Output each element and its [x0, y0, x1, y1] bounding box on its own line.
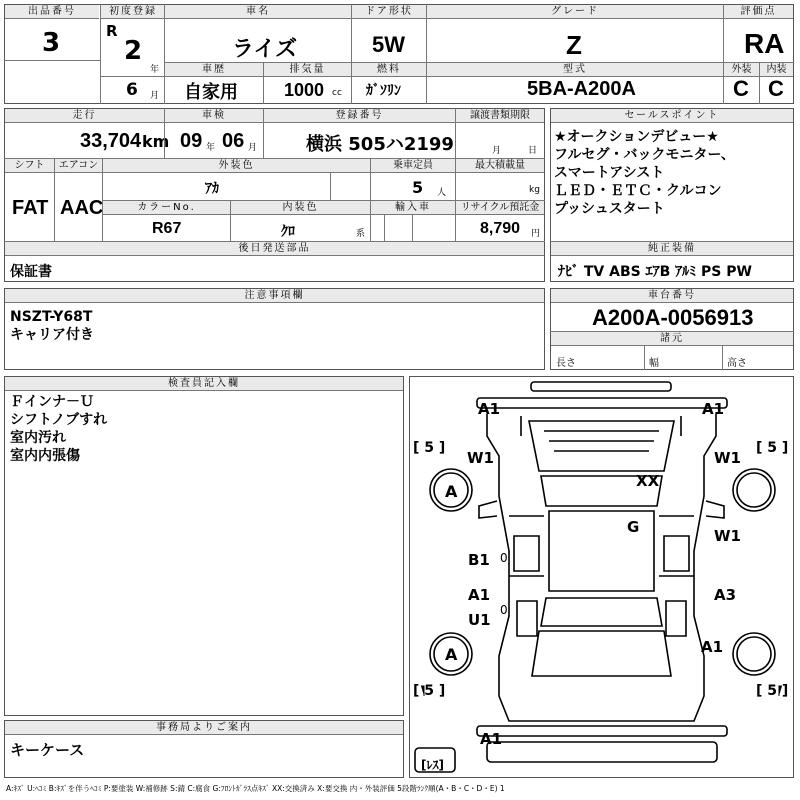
zero-mark: 0 — [500, 603, 508, 617]
recycle-label: リサイクル預託金 — [456, 201, 544, 215]
later-parts: 保証書 — [10, 264, 52, 280]
notes-label: 注意事項欄 — [5, 289, 544, 303]
inspection-year: 09 — [180, 130, 203, 152]
bracket-tl: [ 5 ] — [413, 440, 446, 456]
legend: A:ｷｽﾞ U:ﾍｺﾐ B:ｷｽﾞを伴うﾍｺﾐ P:要塗装 W:補修跡 S:錆 C:腐食 G:ﾌﾛﾝﾄｶﾞﾗｽ点ｷｽﾞ XX:交換済み X:要交換 内・外装評価 5段階ﾗﾝｸ順(A・B・C・D・E) 1 — [6, 784, 505, 793]
notes-list — [10, 308, 94, 344]
damage-a1-front-left: A1 — [478, 400, 501, 418]
equipment: ﾅﾋﾞ TV ABS ｴｱB ｱﾙﾐ PS PW — [558, 264, 752, 280]
exterior-label: 外装 — [724, 63, 759, 77]
car-diagram — [409, 376, 794, 778]
displacement-label: 排気量 — [264, 63, 351, 77]
recycle-unit: 円 — [531, 229, 541, 239]
selling-points-label: セールスポイント — [551, 109, 793, 123]
tire-fl-mark: A — [445, 482, 458, 501]
damage-a1-front-right: A1 — [702, 400, 725, 418]
selling-point: フルセグ・バックモニター、 — [554, 147, 735, 163]
chassis-number: A200A-0056913 — [592, 305, 754, 330]
damage-a3: A3 — [714, 586, 737, 604]
grade: Z — [566, 30, 582, 60]
model: 5BA-A200A — [527, 78, 636, 100]
history: 自家用 — [184, 82, 238, 103]
ac: AAC — [60, 197, 104, 219]
spec-width: 幅 — [649, 358, 659, 369]
spec-label: 諸元 — [551, 332, 793, 346]
interior-score: C — [768, 76, 784, 101]
lot-label: 出品番号 — [5, 5, 99, 19]
car-name-label: 車名 — [165, 5, 351, 19]
bracket-br: [ 5 ] — [756, 683, 789, 699]
intcolor: ｸﾛ — [281, 224, 295, 240]
capacity: 5 — [412, 178, 424, 197]
inspector-line: シフトノブすれ — [10, 412, 108, 428]
damage-xx: XX — [636, 472, 660, 490]
load-label: 最大積載量 — [456, 159, 544, 173]
door-label: ドア形状 — [352, 5, 426, 19]
ac-label: エアコン — [55, 159, 102, 173]
month-unit: 月 — [150, 91, 160, 101]
colorno-label: カラーNo. — [103, 201, 230, 215]
selling-point: プッシュスタート — [554, 201, 665, 217]
intcolor-label: 内装色 — [231, 201, 370, 215]
lot-number: 3 — [42, 28, 61, 58]
insp-year-unit: 年 — [206, 143, 216, 153]
car-name: ライズ — [232, 37, 298, 62]
transfer-label: 譲渡書類期限 — [456, 109, 544, 123]
inspector-line: 室内内張傷 — [10, 448, 80, 464]
selling-point: ★オークションデビュー★ — [554, 129, 719, 145]
year-unit: 年 — [150, 65, 160, 75]
transfer-month: 月 — [492, 146, 502, 156]
spare-tire-label: [ﾚｽ] — [421, 758, 444, 772]
import-label: 輸入車 — [371, 201, 455, 215]
era: R — [106, 22, 118, 40]
damage-w1-fr: W1 — [714, 449, 741, 467]
office-label: 事務局よりご案内 — [5, 721, 403, 735]
bracket-tr: [ 5 ] — [756, 440, 789, 456]
bracket-bl: [ 5 ] — [413, 683, 446, 699]
load-unit: kg — [529, 185, 540, 195]
grade-label: グレード — [427, 5, 723, 19]
damage-a1-left: A1 — [468, 586, 491, 604]
displacement-unit: cc — [332, 88, 342, 98]
damage-u1: U1 — [468, 611, 491, 629]
selling-points-list — [554, 128, 735, 218]
damage-b1: B1 — [468, 551, 490, 569]
history-label: 車歴 — [165, 63, 263, 77]
equipment-label: 純正装備 — [551, 242, 793, 256]
capacity-unit: 人 — [437, 188, 447, 198]
recycle: 8,790 — [480, 220, 521, 237]
damage-w1-rear: W1 — [714, 527, 741, 545]
plate: 横浜 505ハ2199 — [306, 134, 454, 155]
damage-a1-rear: A1 — [480, 730, 503, 748]
interior-label: 内装 — [760, 63, 793, 77]
color: ｱｶ — [205, 181, 219, 197]
selling-point: ＬＥＤ・ＥＴＣ・クルコン — [554, 183, 722, 199]
model-label: 型式 — [427, 63, 723, 77]
intcolor-unit: 系 — [356, 229, 366, 239]
inspector-notes — [10, 393, 107, 465]
colorno: R67 — [152, 220, 182, 237]
mileage-unit: km — [142, 132, 170, 151]
inspector-label: 検査員記入欄 — [5, 377, 403, 391]
plate-label: 登録番号 — [264, 109, 455, 123]
damage-w1-fl: W1 — [467, 449, 494, 467]
reg-year: 2 — [124, 36, 143, 66]
inspector-line: Ｆインナ－Ｕ — [10, 394, 94, 410]
shift: FAT — [12, 197, 49, 219]
later-parts-label: 後日発送部品 — [5, 242, 544, 256]
reg-month: 6 — [126, 80, 138, 100]
displacement: 1000 — [284, 80, 325, 100]
zero-mark: 0 — [500, 551, 508, 565]
mileage-label: 走行 — [5, 109, 164, 123]
score: RA — [744, 28, 785, 59]
score-label: 評価点 — [724, 5, 793, 19]
inspection-label: 車検 — [165, 109, 263, 123]
shift-label: シフト — [5, 159, 54, 173]
spec-length: 長さ — [556, 358, 576, 369]
mileage: 33,704 — [80, 130, 142, 152]
door-type: 5W — [372, 32, 405, 57]
note-line: NSZT-Y68T — [10, 309, 93, 325]
registration-label: 初度登録 — [101, 5, 165, 19]
color-label: 外装色 — [103, 159, 370, 173]
chassis-label: 車台番号 — [551, 289, 793, 303]
damage-g: G — [627, 518, 640, 536]
fuel: ｶﾞｿﾘﾝ — [366, 83, 401, 99]
exterior-score: C — [733, 76, 749, 101]
office-note: キーケース — [10, 741, 85, 759]
spec-height: 高さ — [727, 358, 747, 369]
tire-rl-mark: A — [445, 645, 458, 664]
note-line: キャリア付き — [10, 327, 94, 343]
inspection-month: 06 — [222, 130, 245, 152]
inspector-line: 室内汚れ — [10, 430, 66, 446]
fuel-label: 燃料 — [352, 63, 426, 77]
insp-month-unit: 月 — [248, 143, 258, 153]
selling-point: スマートアシスト — [554, 165, 665, 181]
capacity-label: 乗車定員 — [371, 159, 455, 173]
transfer-day: 日 — [528, 146, 538, 156]
damage-a1-rear-right: A1 — [701, 638, 724, 656]
